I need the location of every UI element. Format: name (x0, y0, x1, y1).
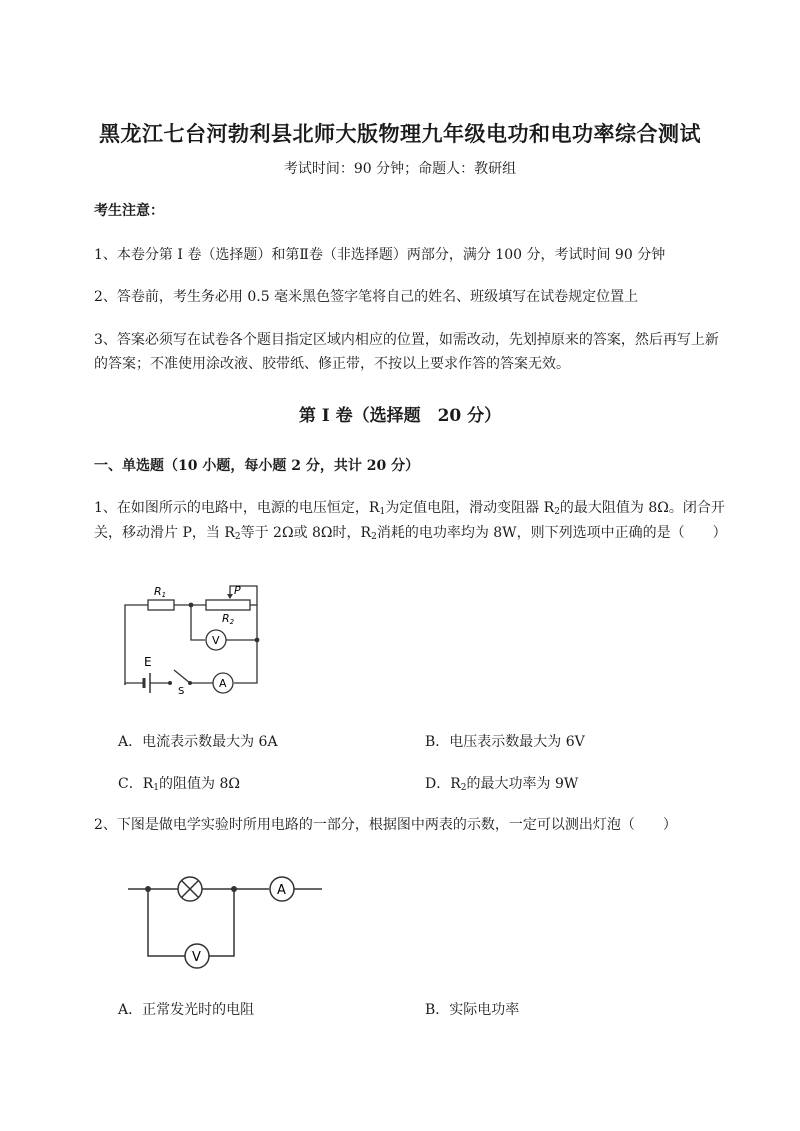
slider-arrow-icon (227, 594, 233, 599)
section-title: 第 I 卷（选择题 20 分） (298, 406, 502, 426)
label-switch: S (178, 686, 185, 697)
label-voltmeter: V (212, 634, 220, 647)
label-r1: R1 (154, 585, 167, 599)
node-dot (255, 638, 260, 643)
q1-circuit-figure (110, 580, 280, 700)
label-voltmeter: V (192, 950, 201, 965)
part-heading: 一、单选题（10 小题，每小题 2 分，共计 20 分） (94, 458, 420, 474)
label-source: E (144, 655, 152, 669)
q1-line-2: 关，移动滑片 P，当 $R_2$等于 2Ω或 8Ω时，$R_2$消耗的电功率均为 8W，则下列选项中正确的是（ ） (94, 525, 727, 542)
notice-item-3-cont: 的答案；不准使用涂改液、胶带纸、修正带，不按以上要求作答的答案无效。 (94, 356, 570, 372)
wire (125, 605, 148, 685)
q1-option-a[interactable]: A．电流表示数最大为 6A (118, 734, 278, 750)
notice-item-1: 1、本卷分第 I 卷（选择题）和第Ⅱ卷（非选择题）两部分，满分 100 分，考试时间 90 分钟 (94, 247, 666, 263)
switch-icon (174, 670, 190, 683)
exam-title: 黑龙江七台河勃利县北师大版物理九年级电功和电功率综合测试 (99, 121, 701, 146)
label-ammeter: A (219, 677, 227, 690)
exam-subtitle: 考试时间：90 分钟；命题人：教研组 (283, 161, 517, 177)
q1-option-b[interactable]: B．电压表示数最大为 6V (425, 734, 585, 750)
label-r2: R2 (222, 612, 235, 626)
label-ammeter: A (277, 883, 286, 898)
switch-contact (168, 681, 172, 685)
q1-option-d[interactable]: D．$R_2$的最大功率为 9W (425, 776, 579, 793)
node-dot (231, 886, 237, 892)
resistor-r1 (148, 600, 174, 610)
resistor-r2 (206, 600, 250, 610)
q2-circuit-figure (126, 872, 326, 972)
switch-pivot (188, 681, 192, 685)
notice-item-3: 3、答案必须写在试卷各个题目指定区域内相应的位置，如需改动，先划掉原来的答案，然后再写上新 (94, 332, 719, 348)
q2-text: 2、下图是做电学实验时所用电路的一部分，根据图中两表的示数，一定可以测出灯泡（ ） (94, 817, 677, 833)
notice-heading: 考生注意： (94, 203, 164, 219)
notice-item-2: 2、答卷前，考生务必用 0.5 毫米黑色签字笔将自己的姓名、班级填写在试卷规定位置上 (94, 289, 639, 305)
node-dot (189, 603, 194, 608)
q2-option-b[interactable]: B．实际电功率 (425, 1002, 520, 1018)
label-slider: P (234, 584, 241, 597)
q1-line-1: 1、在如图所示的电路中，电源的电压恒定，$R_1$为定值电阻，滑动变阻器 $R_2$的最大阻值为 8Ω。闭合开 (94, 500, 725, 517)
q1-option-c[interactable]: C．$R_1$的阻值为 8Ω (118, 776, 240, 793)
q2-option-a[interactable]: A．正常发光时的电阻 (118, 1002, 255, 1018)
node-dot (145, 886, 151, 892)
